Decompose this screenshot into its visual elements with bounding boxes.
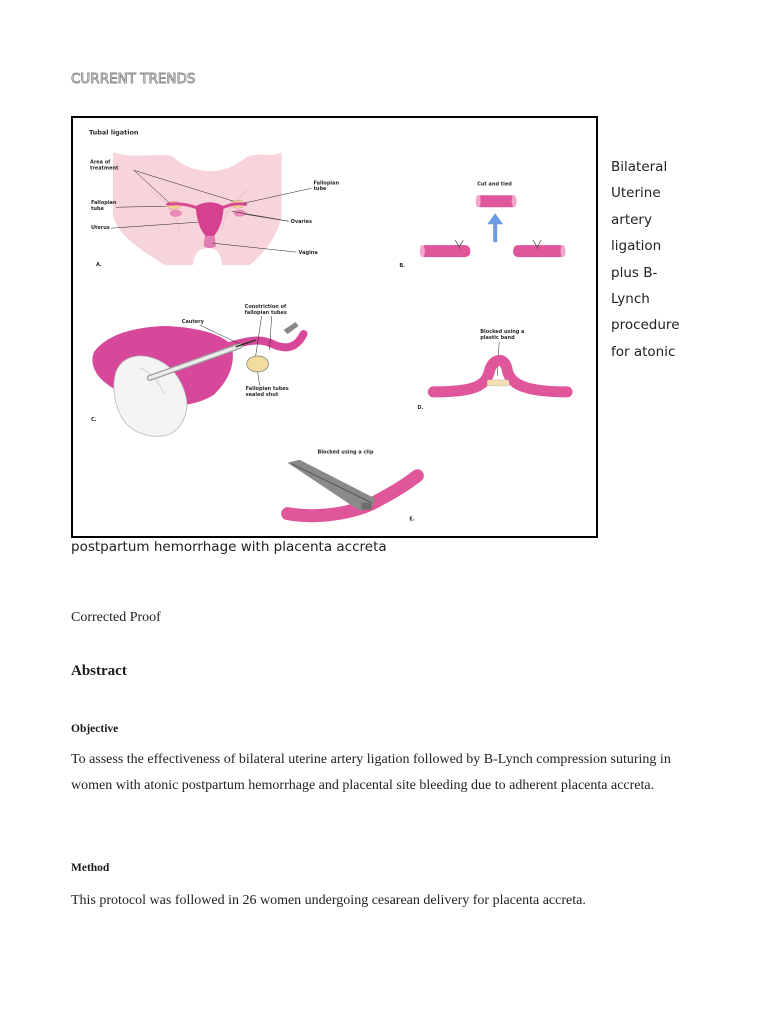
label-band-2: plastic band xyxy=(480,334,515,341)
panel-e-letter: E. xyxy=(409,516,415,523)
label-fallopian-tube-left-1: Fallopian xyxy=(90,200,117,207)
clip-icon xyxy=(361,503,371,510)
method-heading: Method xyxy=(71,862,110,874)
tubal-ligation-illustration xyxy=(73,118,596,536)
label-constriction-1: Constriction of xyxy=(244,304,287,311)
abstract-heading: Abstract xyxy=(71,663,127,679)
panel-b-letter: B. xyxy=(399,263,406,270)
panel-b xyxy=(399,181,565,269)
tied-tube-left xyxy=(420,245,470,257)
label-cautery: Cautery xyxy=(181,319,204,326)
section-heading: CURRENT TRENDS xyxy=(71,71,196,87)
panel-a-letter: A. xyxy=(95,262,102,269)
clamp-icon xyxy=(284,322,299,334)
label-constriction-2: fallopian tubes xyxy=(244,310,287,317)
label-band-1: Blocked using a xyxy=(480,328,525,335)
vagina xyxy=(204,236,216,248)
label-vagina: Vagina xyxy=(298,250,318,257)
panel-d xyxy=(417,329,567,411)
ovary-left xyxy=(170,210,182,217)
objective-text: To assess the effectiveness of bilateral uterine artery ligation followed by B-Lynch compression suturing in women with atonic postpartum hemorrhage and placental site bleeding due to adherent placenta accreta. xyxy=(71,752,671,793)
label-ovaries: Ovaries xyxy=(290,219,312,226)
tubal-ligation-figure xyxy=(71,116,598,538)
label-fallopian-tube-right-2: tube xyxy=(313,186,327,193)
cut-tube-top xyxy=(476,195,516,207)
panel-c-letter: C. xyxy=(90,416,97,423)
panel-e xyxy=(288,450,418,523)
objective-heading: Objective xyxy=(71,723,119,735)
label-clip: Blocked using a clip xyxy=(317,449,374,456)
panel-c xyxy=(91,304,304,436)
label-fallopian-tube-right-1: Fallopian xyxy=(313,180,340,187)
figure-caption-continued: postpartum hemorrhage with placenta accreta xyxy=(71,539,387,555)
label-cut-and-tied: Cut and tied xyxy=(477,181,512,188)
plastic-band xyxy=(487,380,509,386)
figure-caption-side: Bilateral Uterine artery ligation plus B-Lynch procedure for atonic xyxy=(611,159,680,360)
label-sealed-1: Fallopian tubes xyxy=(245,385,289,392)
figure-title: Tubal ligation xyxy=(88,128,139,137)
tied-tube-right xyxy=(513,245,565,257)
label-sealed-2: sealed shut xyxy=(245,391,279,398)
label-area-of-treatment-2: treatment xyxy=(89,165,119,172)
label-uterus: Uterus xyxy=(90,225,110,232)
up-arrow-icon xyxy=(487,213,503,242)
label-fallopian-tube-left-2: tube xyxy=(90,206,104,213)
banded-tube-loop xyxy=(433,360,567,391)
label-area-of-treatment-1: Area of xyxy=(89,159,111,166)
method-text: This protocol was followed in 26 women undergoing cesarean delivery for placenta accreta. xyxy=(71,893,586,908)
panel-a xyxy=(90,152,340,268)
corrected-proof-label: Corrected Proof xyxy=(71,610,161,625)
sealed-tube-area xyxy=(247,356,269,372)
panel-d-letter: D. xyxy=(417,404,424,411)
